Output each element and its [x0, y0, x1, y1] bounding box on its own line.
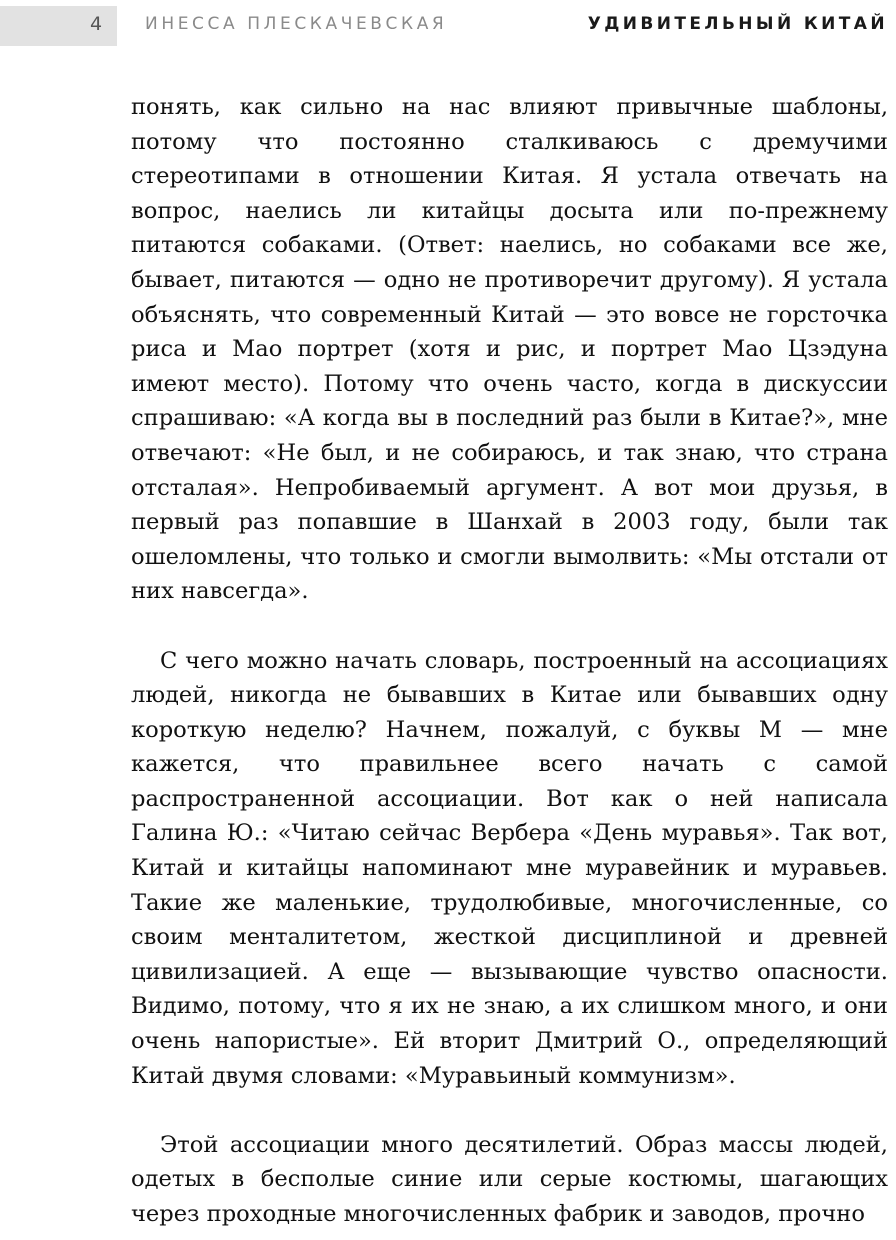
body-text — [131, 90, 888, 1232]
book-title: УДИВИТЕЛЬНЫЙ КИТАЙ — [587, 14, 888, 34]
paragraph: С чего можно начать словарь, построенный на ассоциациях людей, никогда не бывавших в Китае или бывавших одну короткую неделю? Начнем, пожалуй, с буквы М — мне кажется, что правильнее всего начать с самой распространенной ассоциации. Вот как о ней написала Галина Ю.: «Читаю сейчас Вербера «День муравья». Так вот, Китай и китайцы напоминают мне муравейник и муравьев. Такие же маленькие, трудолюбивые, многочисленные, со своим менталитетом, жесткой дисциплиной и древней цивилизацией. А еще — вызывающие чувство опасности. Видимо, потому, что я их не знаю, а их слишком много, и они очень напористые». Ей вторит Дмитрий О., определяющий Китай двумя словами: «Муравьиный коммунизм». — [131, 647, 888, 1089]
page-number: 4 — [90, 13, 103, 35]
author-name: ИНЕССА ПЛЕСКАЧЕВСКАЯ — [145, 14, 448, 34]
running-head — [0, 0, 896, 46]
paragraph: Этой ассоциации много десятилетий. Образ массы людей, одетых в бесполые синие или серые костюмы, шагающих через проходные многочисленных фабрик и заводов, прочно — [131, 1131, 888, 1227]
paragraph: понять, как сильно на нас влияют привычные шаблоны, потому что постоянно сталкиваюсь с дремучими стереотипами в отношении Китая. Я устала отвечать на вопрос, наелись ли китайцы досыта или по-прежнему питаются собаками. (Ответ: наелись, но собаками все же, бывает, питаются — одно не противоречит другому). Я устала объяснять, что современный Китай — это вовсе не горсточка риса и Мао портрет (хотя и рис, и портрет Мао Цзэдуна имеют место). Потому что очень часто, когда в дискуссии спрашиваю: «А когда вы в последний раз были в Китае?», мне отвечают: «Не был, и не собираюсь, и так знаю, что страна отсталая». Непробиваемый аргумент. А вот мои друзья, в первый раз попавшие в Шанхай в 2003 году, были так ошеломлены, что только и смогли вымолвить: «Мы отстали от них навсегда». — [131, 94, 888, 605]
